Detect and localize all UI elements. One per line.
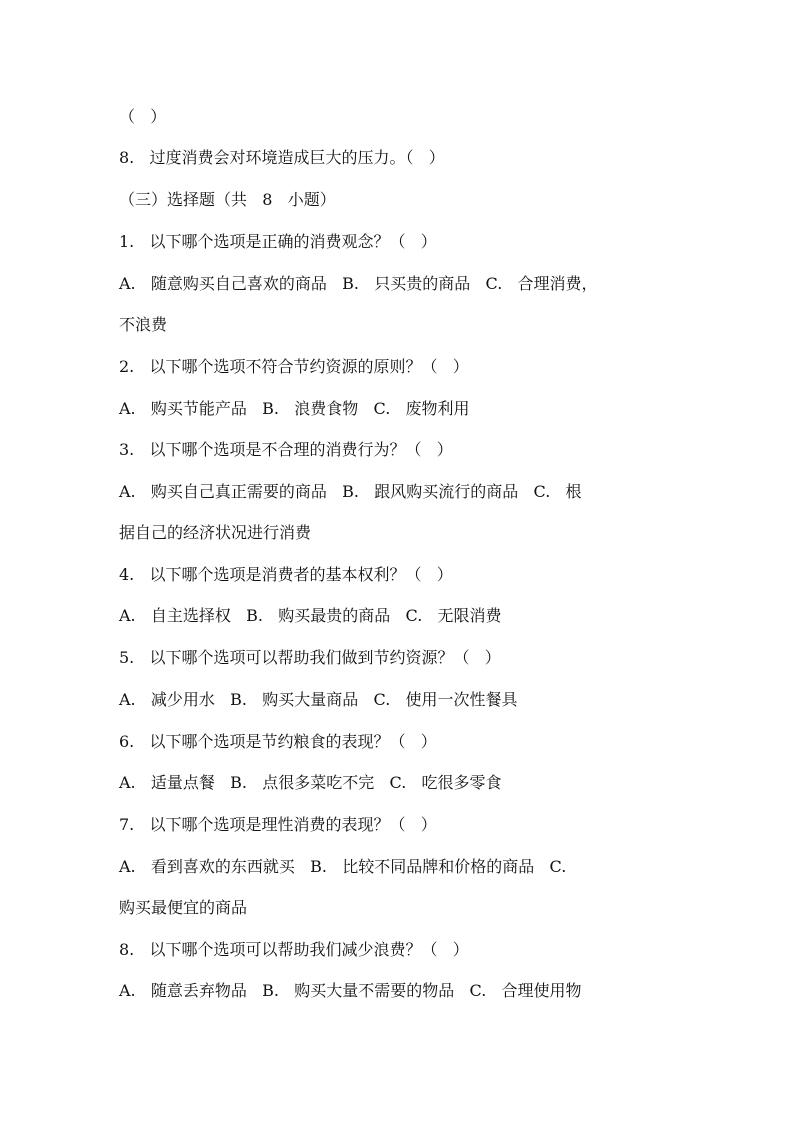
choice-question-4-options: A. 自主选择权 B. 购买最贵的商品 C. 无限消费: [119, 606, 502, 625]
section-heading-choice: （三）选择题（共 8 小题）: [119, 190, 336, 209]
choice-question-7-options-cont: 购买最便宜的商品: [119, 898, 248, 917]
judgment-question-8: 8. 过度消费会对环境造成巨大的压力。（ ）: [119, 148, 445, 167]
choice-question-3-options-cont: 据自己的经济状况进行消费: [119, 523, 312, 542]
choice-question-8: 8. 以下哪个选项可以帮助我们减少浪费？（ ）: [119, 940, 469, 959]
choice-question-1-options: A. 随意购买自己喜欢的商品 B. 只买贵的商品 C. 合理消费，: [119, 274, 598, 293]
choice-question-6-options: A. 适量点餐 B. 点很多菜吃不完 C. 吃很多零食: [119, 773, 502, 792]
choice-question-5: 5. 以下哪个选项可以帮助我们做到节约资源？（ ）: [119, 648, 501, 667]
prev-question-answer-blank: （ ）: [119, 107, 167, 126]
choice-question-1-options-cont: 不浪费: [119, 315, 168, 334]
choice-question-8-options: A. 随意丢弃物品 B. 购买大量不需要的物品 C. 合理使用物: [119, 981, 582, 1000]
choice-question-2-options: A. 购买节能产品 B. 浪费食物 C. 废物利用: [119, 399, 470, 418]
choice-question-2: 2. 以下哪个选项不符合节约资源的原则？（ ）: [119, 357, 469, 376]
choice-question-3-options: A. 购买自己真正需要的商品 B. 跟风购买流行的商品 C. 根: [119, 482, 582, 501]
choice-question-3: 3. 以下哪个选项是不合理的消费行为？（ ）: [119, 440, 453, 459]
choice-question-6: 6. 以下哪个选项是节约粮食的表现？（ ）: [119, 732, 437, 751]
choice-question-7: 7. 以下哪个选项是理性消费的表现？（ ）: [119, 815, 437, 834]
choice-question-4: 4. 以下哪个选项是消费者的基本权利？（ ）: [119, 565, 453, 584]
choice-question-5-options: A. 减少用水 B. 购买大量商品 C. 使用一次性餐具: [119, 690, 518, 709]
choice-question-7-options: A. 看到喜欢的东西就买 B. 比较不同品牌和价格的商品 C.: [119, 857, 567, 876]
choice-question-1: 1. 以下哪个选项是正确的消费观念？（ ）: [119, 232, 437, 251]
